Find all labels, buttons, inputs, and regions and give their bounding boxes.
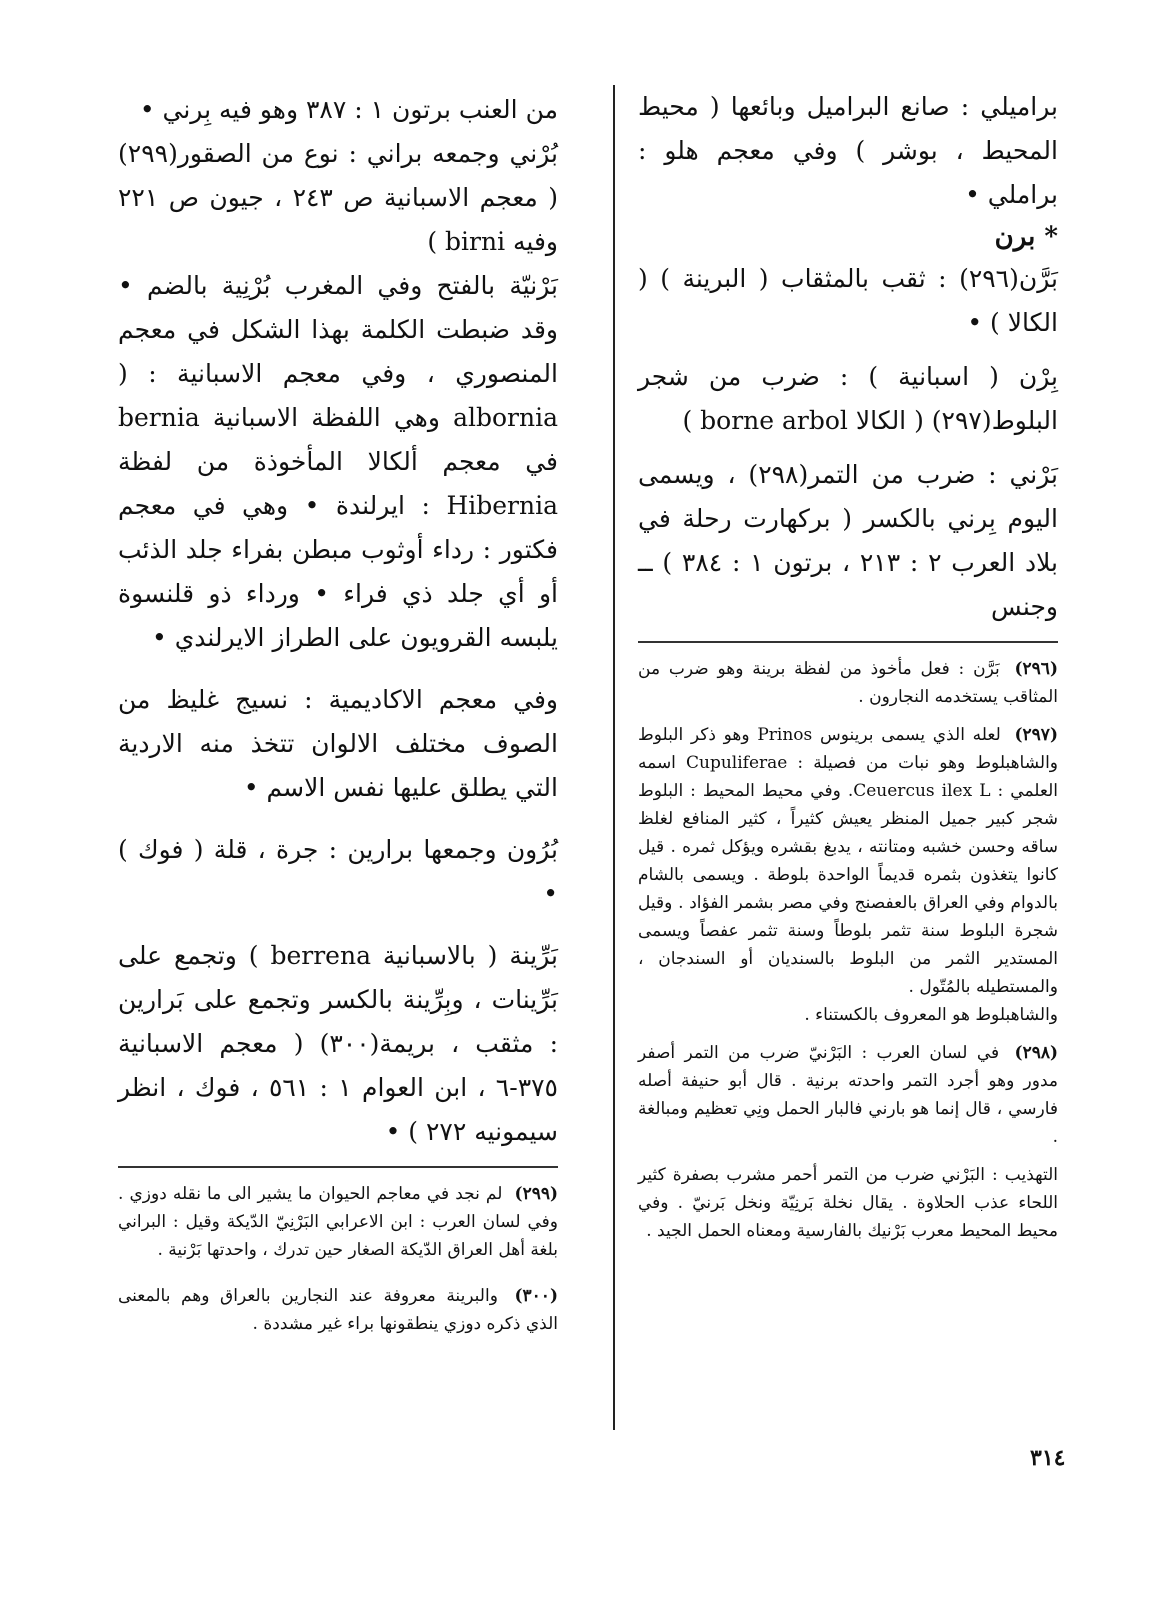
column-divider	[613, 85, 615, 1430]
entry-paragraph: بُرُون وجمعها برارين : جرة ، قلة ( فوك ) •	[118, 835, 558, 908]
footnote	[118, 1282, 558, 1338]
footnote	[118, 1180, 558, 1264]
footnote-text: لم نجد في معاجم الحيوان ما يشير الى ما نقله دوزي . وفي لسان العرب : ابن الاعرابي البَرْنِيّ الدّيكة وقيل : البراني بلغة أهل العراق الدّيكة الصغار حين تدرك ، واحدتها بَرْنية .	[118, 1184, 558, 1260]
entry-paragraph: بَرْنيّة بالفتح وفي المغرب بُرْنِية بالضم • وقد ضبطت الكلمة بهذا الشكل في معجم المنصوري ، وفي معجم الاسبانية : ( albornia وهي اللفظة الاسبانية bernia في معجم ألكالا المأخوذة من لفظة Hibernia : ايرلندة • وهي في معجم فكتور : رداء أوثوب مبطن بفراء جلد الذئب أو أي جلد ذي فراء • ورداء ذو قلنسوة يلبسه القرويون على الطراز الايرلندي •	[118, 271, 558, 652]
footnote-separator	[118, 1166, 558, 1168]
entry-paragraph: بُرْني وجمعه براني : نوع من الصقور(٢٩٩) ( معجم الاسبانية ص ٢٤٣ ، جيون ص ٢٢١ وفيه birni )	[118, 139, 558, 256]
footnote-text: لعله الذي يسمى برينوس Prinos وهو ذكر البلوط والشاهبلوط وهو نبات من فصيلة : Cupuliferae اسمه العلمي : Ceuercus ilex L. وفي محيط المحيط : البلوط شجر كبير جميل المنظر يعيش كثيراً ، كثير المنافع لغلظ ساقه وحسن خشبه ومتانته ، يدبغ بقشره ويؤكل ثمره . قيل كانوا يتغذون بثمره قديماً الواحدة بلوطة . ويسمى بالشام بالدوام وفي العراق بالعفصنج وفي مصر بشمر الفؤاد . وقيل شجرة البلوط سنة تثمر بلوطاً وسنة تثمر عفصاً ويسمى المستدير الثمر من البلوط بالسنديان أو السندجان ، والمستطيله بالمُتّول .	[638, 725, 1059, 997]
footnote-number: (٢٩٩)	[514, 1184, 559, 1204]
footnote-number: (٢٩٨)	[1014, 1043, 1059, 1063]
footnote-number: (٣٠٠)	[514, 1286, 558, 1306]
page-number: ٣١٤	[1030, 1445, 1066, 1471]
footnote-text: والبرينة معروفة عند النجارين بالعراق وهم بالمعنى الذي ذكره دوزي ينطقونها براء غير مشددة .	[118, 1286, 558, 1334]
footnote	[638, 655, 1058, 711]
entry-paragraph: بِرْن ( اسبانية ) : ضرب من شجر البلوط(٢٩٧) ( الكالا borne arbol )	[638, 362, 1058, 435]
footnote-separator	[638, 641, 1058, 643]
entry-paragraph: من العنب برتون ١ : ٣٨٧ وهو فيه بِرني •	[139, 95, 558, 124]
footnote-text: بَرَّن : فعل مأخوذ من لفظة برينة وهو ضرب من المثاقب يستخدمه النجارون .	[638, 659, 1058, 707]
entry-paragraph: بَرَّن(٢٩٦) : ثقب بالمثقاب ( البرينة ) ( الكالا ) •	[638, 264, 1058, 337]
entry-paragraph: بَرْني : ضرب من التمر(٢٩٨) ، ويسمى اليوم بِرني بالكسر ( بركهارت رحلة في بلاد العرب ٢ : ٢١٣ ، برتون ١ : ٣٨٤ ) ــ وجنس	[638, 460, 1059, 621]
footnote-continuation: التهذيب : البَرْني ضرب من التمر أحمر مشرب بصفرة كثير اللحاء عذب الحلاوة . يقال نخلة بَرنِيّة ونخل بَرنيّ . وفي محيط المحيط معرب بَرْنيك بالفارسية ومعناه الحمل الجيد .	[638, 1165, 1058, 1241]
right-column	[638, 85, 1058, 1245]
left-column	[118, 88, 558, 1338]
footnote-continuation: والشاهبلوط هو المعروف بالكستناء .	[804, 1005, 1058, 1025]
root-heading: * برن	[994, 222, 1058, 252]
entry-paragraph: بَرِّينة ( بالاسبانية berrena ) وتجمع على بَرِّينات ، وبِرِّينة بالكسر وتجمع على بَرارين : مثقب ، بريمة(٣٠٠) ( معجم الاسبانية ٣٧٥-٦ ، ابن العوام ١ : ٥٦١ ، فوك ، انظر سيمونيه ٢٧٢ ) •	[118, 941, 558, 1146]
footnote-number: (٢٩٦)	[1014, 659, 1058, 679]
entry-paragraph: براميلي : صانع البراميل وبائعها ( محيط المحيط ، بوشر ) وفي معجم هلو : براملي •	[638, 92, 1058, 209]
footnote	[638, 721, 1058, 1001]
footnote	[638, 1039, 1058, 1151]
entry-paragraph: وفي معجم الاكاديمية : نسيج غليظ من الصوف مختلف الالوان تتخذ منه الاردية التي يطلق عليها نفس الاسم •	[118, 685, 558, 802]
footnote-number: (٢٩٧)	[1014, 725, 1058, 745]
footnote-text: في لسان العرب : البَرْنيّ ضرب من التمر أصفر مدور وهو أجرد التمر واحدته برنية . قال أبو حنيفة أصله فارسي ، قال إنما هو بارني فالبار الحمل ونِي تعظيم ومبالغة .	[638, 1043, 1058, 1147]
